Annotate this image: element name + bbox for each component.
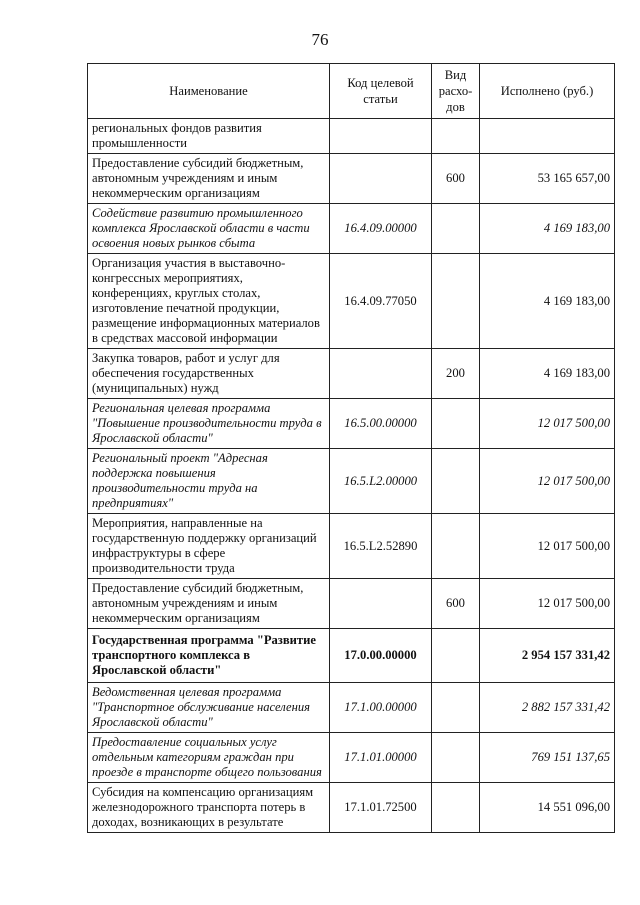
- table-row: [88, 119, 615, 154]
- header-code: Код целевой статьи: [330, 64, 432, 119]
- row-name: Региональный проект "Адресная поддержка повышения производительности труда на предприятиях": [88, 449, 330, 514]
- table-row: [88, 204, 615, 254]
- row-amount: 53 165 657,00: [480, 154, 615, 204]
- row-code: 17.1.00.00000: [330, 683, 432, 733]
- row-amount: 4 169 183,00: [480, 204, 615, 254]
- table-header-row: [88, 64, 615, 119]
- row-name: Региональная целевая программа "Повышение производительности труда в Ярославской области": [88, 399, 330, 449]
- table-row: [88, 399, 615, 449]
- table-row: [88, 783, 615, 833]
- row-expense-type: 600: [432, 579, 480, 629]
- row-code: [330, 119, 432, 154]
- row-expense-type: 200: [432, 349, 480, 399]
- header-amount: Исполнено (руб.): [480, 64, 615, 119]
- row-amount: 769 151 137,65: [480, 733, 615, 783]
- row-name: Предоставление субсидий бюджетным, автономным учреждениям и иным некоммерческим организациям: [88, 579, 330, 629]
- row-expense-type: 600: [432, 154, 480, 204]
- row-name: Субсидия на компенсацию организациям железнодорожного транспорта потерь в доходах, возникающих в результате: [88, 783, 330, 833]
- row-name: Содействие развитию промышленного комплекса Ярославской области в части освоения новых рынков сбыта: [88, 204, 330, 254]
- row-code: [330, 349, 432, 399]
- row-code: [330, 154, 432, 204]
- row-code: [330, 579, 432, 629]
- row-amount: 12 017 500,00: [480, 399, 615, 449]
- budget-table: [87, 63, 615, 833]
- row-expense-type: [432, 629, 480, 683]
- table-row: [88, 629, 615, 683]
- table-row: [88, 514, 615, 579]
- row-expense-type: [432, 683, 480, 733]
- row-amount: 12 017 500,00: [480, 514, 615, 579]
- row-name: Мероприятия, направленные на государственную поддержку организаций инфраструктуры в сфере производительности труда: [88, 514, 330, 579]
- row-code: 16.5.L2.52890: [330, 514, 432, 579]
- row-expense-type: [432, 254, 480, 349]
- row-expense-type: [432, 783, 480, 833]
- table-row: [88, 254, 615, 349]
- row-expense-type: [432, 399, 480, 449]
- row-expense-type: [432, 514, 480, 579]
- row-amount: 4 169 183,00: [480, 254, 615, 349]
- row-expense-type: [432, 449, 480, 514]
- row-amount: 2 954 157 331,42: [480, 629, 615, 683]
- row-name: Предоставление социальных услуг отдельным категориям граждан при проезде в транспорте общего пользования: [88, 733, 330, 783]
- row-code: 16.5.L2.00000: [330, 449, 432, 514]
- row-name: Предоставление субсидий бюджетным, автономным учреждениям и иным некоммерческим организациям: [88, 154, 330, 204]
- row-amount: 12 017 500,00: [480, 579, 615, 629]
- row-code: 16.5.00.00000: [330, 399, 432, 449]
- row-expense-type: [432, 733, 480, 783]
- header-name: Наименование: [88, 64, 330, 119]
- row-code: 16.4.09.00000: [330, 204, 432, 254]
- table-row: [88, 154, 615, 204]
- row-amount: 4 169 183,00: [480, 349, 615, 399]
- row-amount: [480, 119, 615, 154]
- row-name: Закупка товаров, работ и услуг для обеспечения государственных (муниципальных) нужд: [88, 349, 330, 399]
- table-row: [88, 449, 615, 514]
- row-name: Организация участия в выставочно-конгрессных мероприятиях, конференциях, круглых столах, изготовление печатной продукции, размещение информационных материалов в средствах массовой информации: [88, 254, 330, 349]
- row-amount: 2 882 157 331,42: [480, 683, 615, 733]
- row-name: Ведомственная целевая программа "Транспортное обслуживание населения Ярославской области": [88, 683, 330, 733]
- header-expense-type: Вид расхо-дов: [432, 64, 480, 119]
- page-number: 76: [311, 30, 329, 49]
- row-code: 17.0.00.00000: [330, 629, 432, 683]
- row-code: 17.1.01.72500: [330, 783, 432, 833]
- table-row: [88, 733, 615, 783]
- row-name: региональных фондов развития промышленности: [88, 119, 330, 154]
- table-row: [88, 349, 615, 399]
- row-code: 16.4.09.77050: [330, 254, 432, 349]
- table-row: [88, 683, 615, 733]
- row-name: Государственная программа "Развитие транспортного комплекса в Ярославской области": [88, 629, 330, 683]
- row-amount: 14 551 096,00: [480, 783, 615, 833]
- row-amount: 12 017 500,00: [480, 449, 615, 514]
- row-expense-type: [432, 119, 480, 154]
- row-code: 17.1.01.00000: [330, 733, 432, 783]
- table-row: [88, 579, 615, 629]
- row-expense-type: [432, 204, 480, 254]
